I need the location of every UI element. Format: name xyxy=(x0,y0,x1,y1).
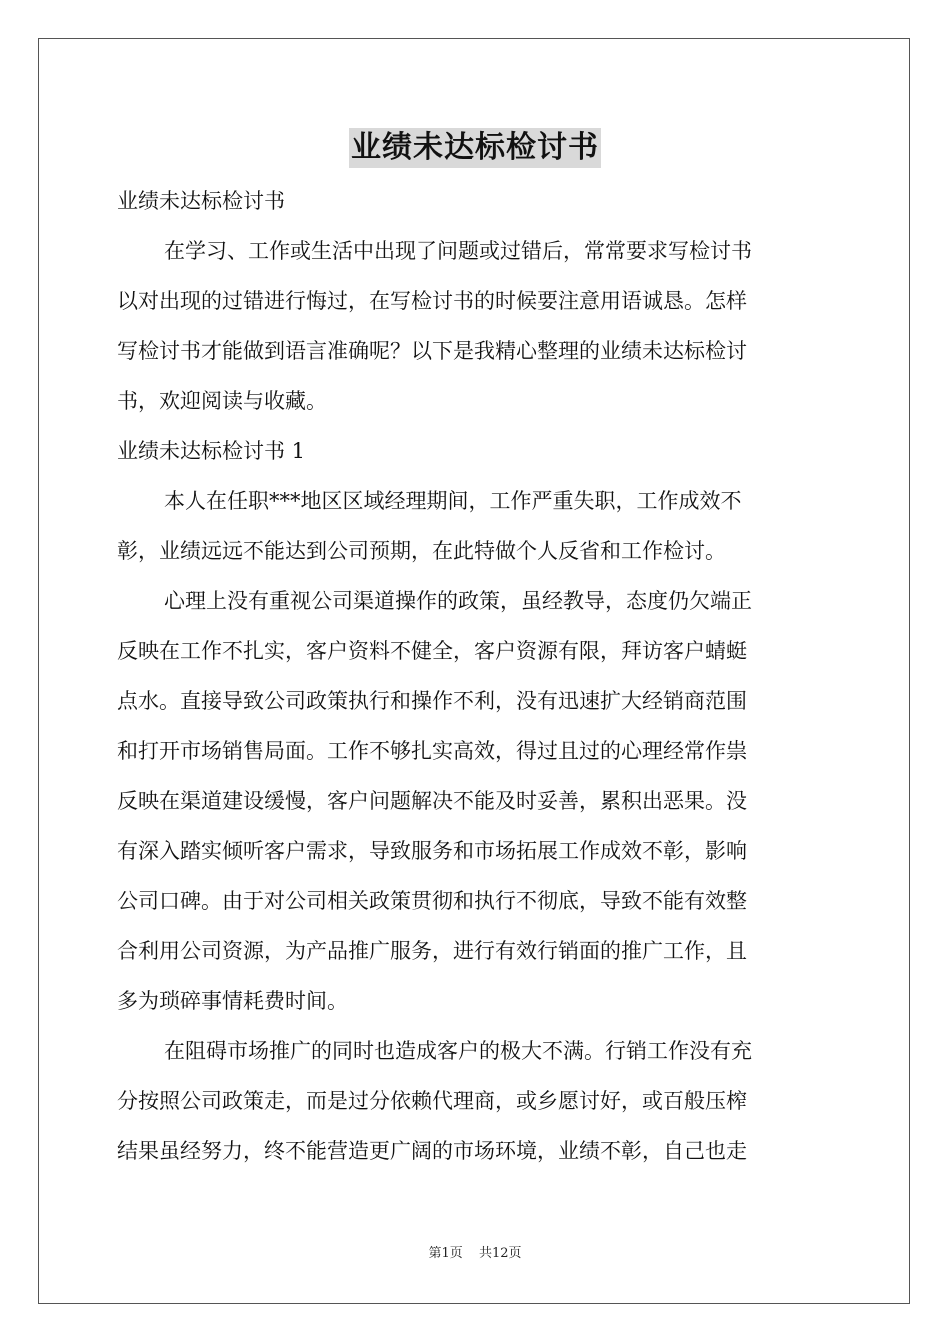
text-line: 和打开市场销售局面。工作不够扎实高效，得过且过的心理经常作祟 xyxy=(117,739,747,763)
text-line: 以对出现的过错进行悔过，在写检讨书的时候要注意用语诚恳。怎样 xyxy=(117,289,747,313)
document-subtitle: 业绩未达标检讨书 xyxy=(117,189,285,213)
document-title: 业绩未达标检讨书 xyxy=(349,128,601,168)
text-line: 分按照公司政策走，而是过分依赖代理商，或乡愿讨好，或百般压榨 xyxy=(117,1089,747,1113)
text-line: 本人在任职***地区区域经理期间，工作严重失职，工作成效不 xyxy=(164,489,742,513)
document-body xyxy=(117,176,833,1176)
text-line: 有深入踏实倾听客户需求，导致服务和市场拓展工作成效不彰，影响 xyxy=(117,839,747,863)
paragraph-2 xyxy=(117,576,833,1026)
page-number: 第1页 xyxy=(428,1246,463,1261)
paragraph-3 xyxy=(117,1026,833,1176)
text-line: 多为琐碎事情耗费时间。 xyxy=(117,989,348,1013)
intro-paragraph xyxy=(117,226,833,426)
text-line: 反映在工作不扎实，客户资料不健全，客户资源有限，拜访客户蜻蜓 xyxy=(117,639,747,663)
text-line: 点水。直接导致公司政策执行和操作不利，没有迅速扩大经销商范围 xyxy=(117,689,747,713)
text-line: 结果虽经努力，终不能营造更广阔的市场环境，业绩不彰，自己也走 xyxy=(117,1139,747,1163)
section-heading: 业绩未达标检讨书 1 xyxy=(117,439,306,463)
text-line: 在学习、工作或生活中出现了问题或过错后，常常要求写检讨书 xyxy=(164,239,752,263)
paragraph-1 xyxy=(117,476,833,576)
page-footer xyxy=(0,1244,950,1264)
text-line: 公司口碑。由于对公司相关政策贯彻和执行不彻底，导致不能有效整 xyxy=(117,889,747,913)
text-line: 反映在渠道建设缓慢，客户问题解决不能及时妥善，累积出恶果。没 xyxy=(117,789,747,813)
text-line: 彰，业绩远远不能达到公司预期，在此特做个人反省和工作检讨。 xyxy=(117,539,726,563)
text-line: 在阻碍市场推广的同时也造成客户的极大不满。行销工作没有充 xyxy=(164,1039,752,1063)
page-total: 共12页 xyxy=(478,1246,522,1261)
text-line: 合利用公司资源，为产品推广服务，进行有效行销面的推广工作，且 xyxy=(117,939,747,963)
text-line: 心理上没有重视公司渠道操作的政策，虽经教导，态度仍欠端正 xyxy=(164,589,752,613)
text-line: 书，欢迎阅读与收藏。 xyxy=(117,389,327,413)
title-container xyxy=(0,128,950,168)
text-line: 写检讨书才能做到语言准确呢？以下是我精心整理的业绩未达标检讨 xyxy=(117,339,747,363)
